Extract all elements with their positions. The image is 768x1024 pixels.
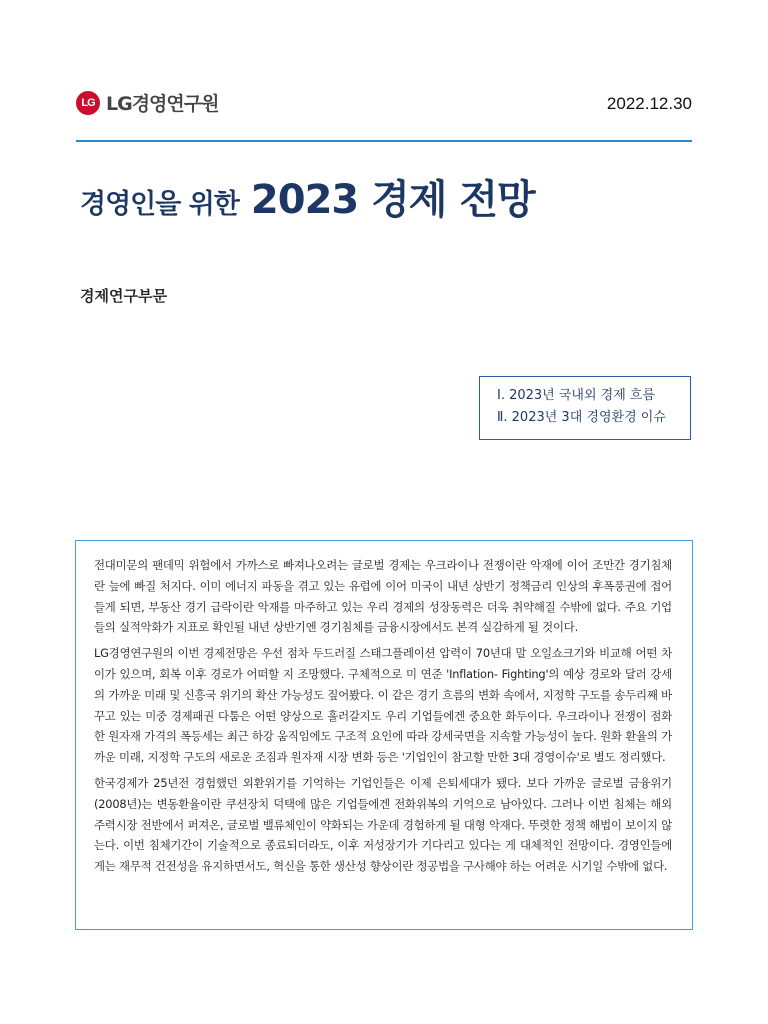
title-main: 2023 경제 전망 [250, 177, 535, 223]
department-label: 경제연구부문 [80, 287, 167, 305]
table-of-contents [479, 376, 691, 440]
company-logo [76, 89, 218, 116]
summary-paragraph: 한국경제가 25년전 경험했던 외환위기를 기억하는 기업인들은 이제 은퇴세대가 됐다. 보다 가까운 글로벌 금융위기(2008년)는 변동환율이란 쿠션장치 덕택에 많은 기업들에겐 전화위복의 기억으로 남아있다. 그러나 이번 침체는 해외 주력시장 전반에서 퍼져온, 글로벌 밸류체인이 약화되는 가운데 경험하게 될 대형 악재다. 뚜렷한 정책 해법이 보이지 않는다. 이번 침체기간이 기술적으로 종료되더라도, 이후 저성장기가 기다리고 있다는 게 대체적인 전망이다. 경영인들에게는 재무적 건전성을 유지하면서도, 혁신을 통한 생산성 향상이란 정공법을 구사해야 하는 어려운 시기일 수밖에 없다. [94, 775, 672, 874]
lg-logo-icon: LG [76, 91, 100, 115]
title-prefix: 경영인을 위한 [80, 189, 239, 220]
publication-date: 2022.12.30 [606, 94, 692, 113]
summary-paragraph: 전대미문의 팬데믹 위험에서 가까스로 빠져나오려는 글로벌 경제는 우크라이나 전쟁이란 악재에 이어 조만간 경기침체란 늪에 빠질 처지다. 이미 에너지 파동을 겪고 있는 유럽에 이어 미국이 내년 상반기 정책금리 인상의 후폭풍권에 접어들게 되면, 부동산 경기 급락이란 악재를 마주하고 있는 우리 경제의 성장동력은 더욱 취약해질 수밖에 없다. 주요 기업들의 실적악화가 지표로 확인될 내년 상반기엔 경기침체를 금융시장에서도 본격 실감하게 될 것이다. [94, 558, 672, 635]
report-title [80, 168, 535, 225]
header-divider [76, 140, 692, 142]
toc-item: Ⅱ. 2023년 3대 경영환경 이슈 [497, 410, 666, 425]
toc-item: Ⅰ. 2023년 국내외 경제 흐름 [497, 388, 656, 403]
logo-text: LG경영연구원 [106, 93, 219, 115]
summary-paragraph: LG경영연구원의 이번 경제전망은 우선 점차 두드러질 스태그플레이션 압력이 70년대 말 오일쇼크기와 비교해 어떤 차이가 있으며, 회복 이후 경로가 어떠할 지 조망했다. 구체적으로 미 연준 'Inflation- Fighting'의 예상 경로와 달러 강세의 가까운 미래 및 신흥국 위기의 확산 가능성도 짚어봤다. 이 같은 경기 흐름의 변화 속에서, 지정학 구도를 송두리째 바꾸고 있는 미중 경제패권 다툼은 어떤 양상으로 흘러갈지도 우리 기업들에겐 중요한 화두이다. 우크라이나 전쟁이 점화한 원자재 가격의 폭등세는 최근 하강 움직임에도 구조적 요인에 따라 강세국면을 지속할 가능성이 높다. 원화 환율의 가까운 미래, 지정학 구도의 새로운 조짐과 원자재 시장 변화 등은 '기업인이 참고할 만한 3대 경영이슈'로 별도 정리했다. [94, 646, 672, 765]
summary-box [75, 540, 693, 930]
